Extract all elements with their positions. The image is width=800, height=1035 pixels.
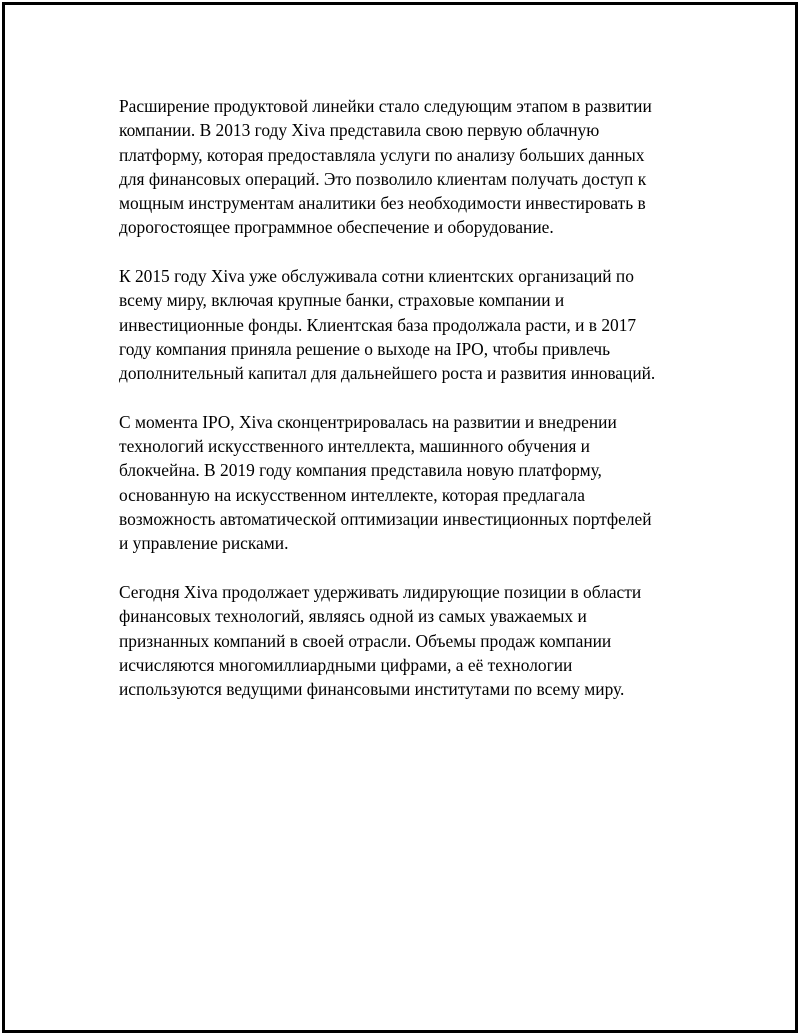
text-line: Сегодня Xiva продолжает удерживать лидирующие позиции в области: [119, 581, 642, 602]
paragraph-3: [119, 410, 709, 556]
text-line: С момента IPO, Xiva сконцентрировалась на развитии и внедрении: [119, 411, 617, 432]
text-line: году компания приняла решение о выходе на IPO, чтобы привлечь: [119, 338, 611, 359]
text-line: основанную на искусственном интеллекте, которая предлагала: [119, 484, 585, 505]
page-frame: [2, 2, 798, 1033]
text-line: финансовых технологий, являясь одной из самых уважаемых и: [119, 606, 587, 627]
text-line: исчисляются многомиллиардными цифрами, а её технологии: [119, 654, 573, 675]
text-line: технологий искусственного интеллекта, машинного обучения и: [119, 436, 590, 457]
text-line: и управление рисками.: [119, 533, 289, 554]
text-line: дополнительный капитал для дальнейшего роста и развития инноваций.: [119, 363, 656, 384]
text-line: используются ведущими финансовыми институтами по всему миру.: [119, 679, 625, 700]
text-line: инвестиционные фонды. Клиентская база продолжала расти, и в 2017: [119, 314, 637, 335]
text-line: мощным инструментам аналитики без необходимости инвестировать в: [119, 193, 646, 214]
text-line: дорогостоящее программное обеспечение и оборудование.: [119, 217, 554, 238]
document-body: [119, 94, 709, 726]
text-line: блокчейна. В 2019 году компания представила новую платформу,: [119, 460, 602, 481]
text-line: признанных компаний в своей отрасли. Объемы продаж компании: [119, 630, 612, 651]
text-line: компании. В 2013 году Xiva представила свою первую облачную: [119, 120, 600, 141]
text-line: К 2015 году Xiva уже обслуживала сотни клиентских организаций по: [119, 266, 634, 287]
paragraph-1: [119, 94, 709, 240]
text-line: для финансовых операций. Это позволило клиентам получать доступ к: [119, 168, 647, 189]
text-line: Расширение продуктовой линейки стало следующим этапом в развитии: [119, 96, 652, 116]
text-line: платформу, которая предоставляла услуги по анализу больших данных: [119, 144, 645, 165]
text-line: всему миру, включая крупные банки, страховые компании и: [119, 290, 565, 311]
text-line: возможность автоматической оптимизации инвестиционных портфелей: [119, 509, 652, 530]
paragraph-4: [119, 580, 709, 701]
paragraph-2: [119, 264, 709, 385]
